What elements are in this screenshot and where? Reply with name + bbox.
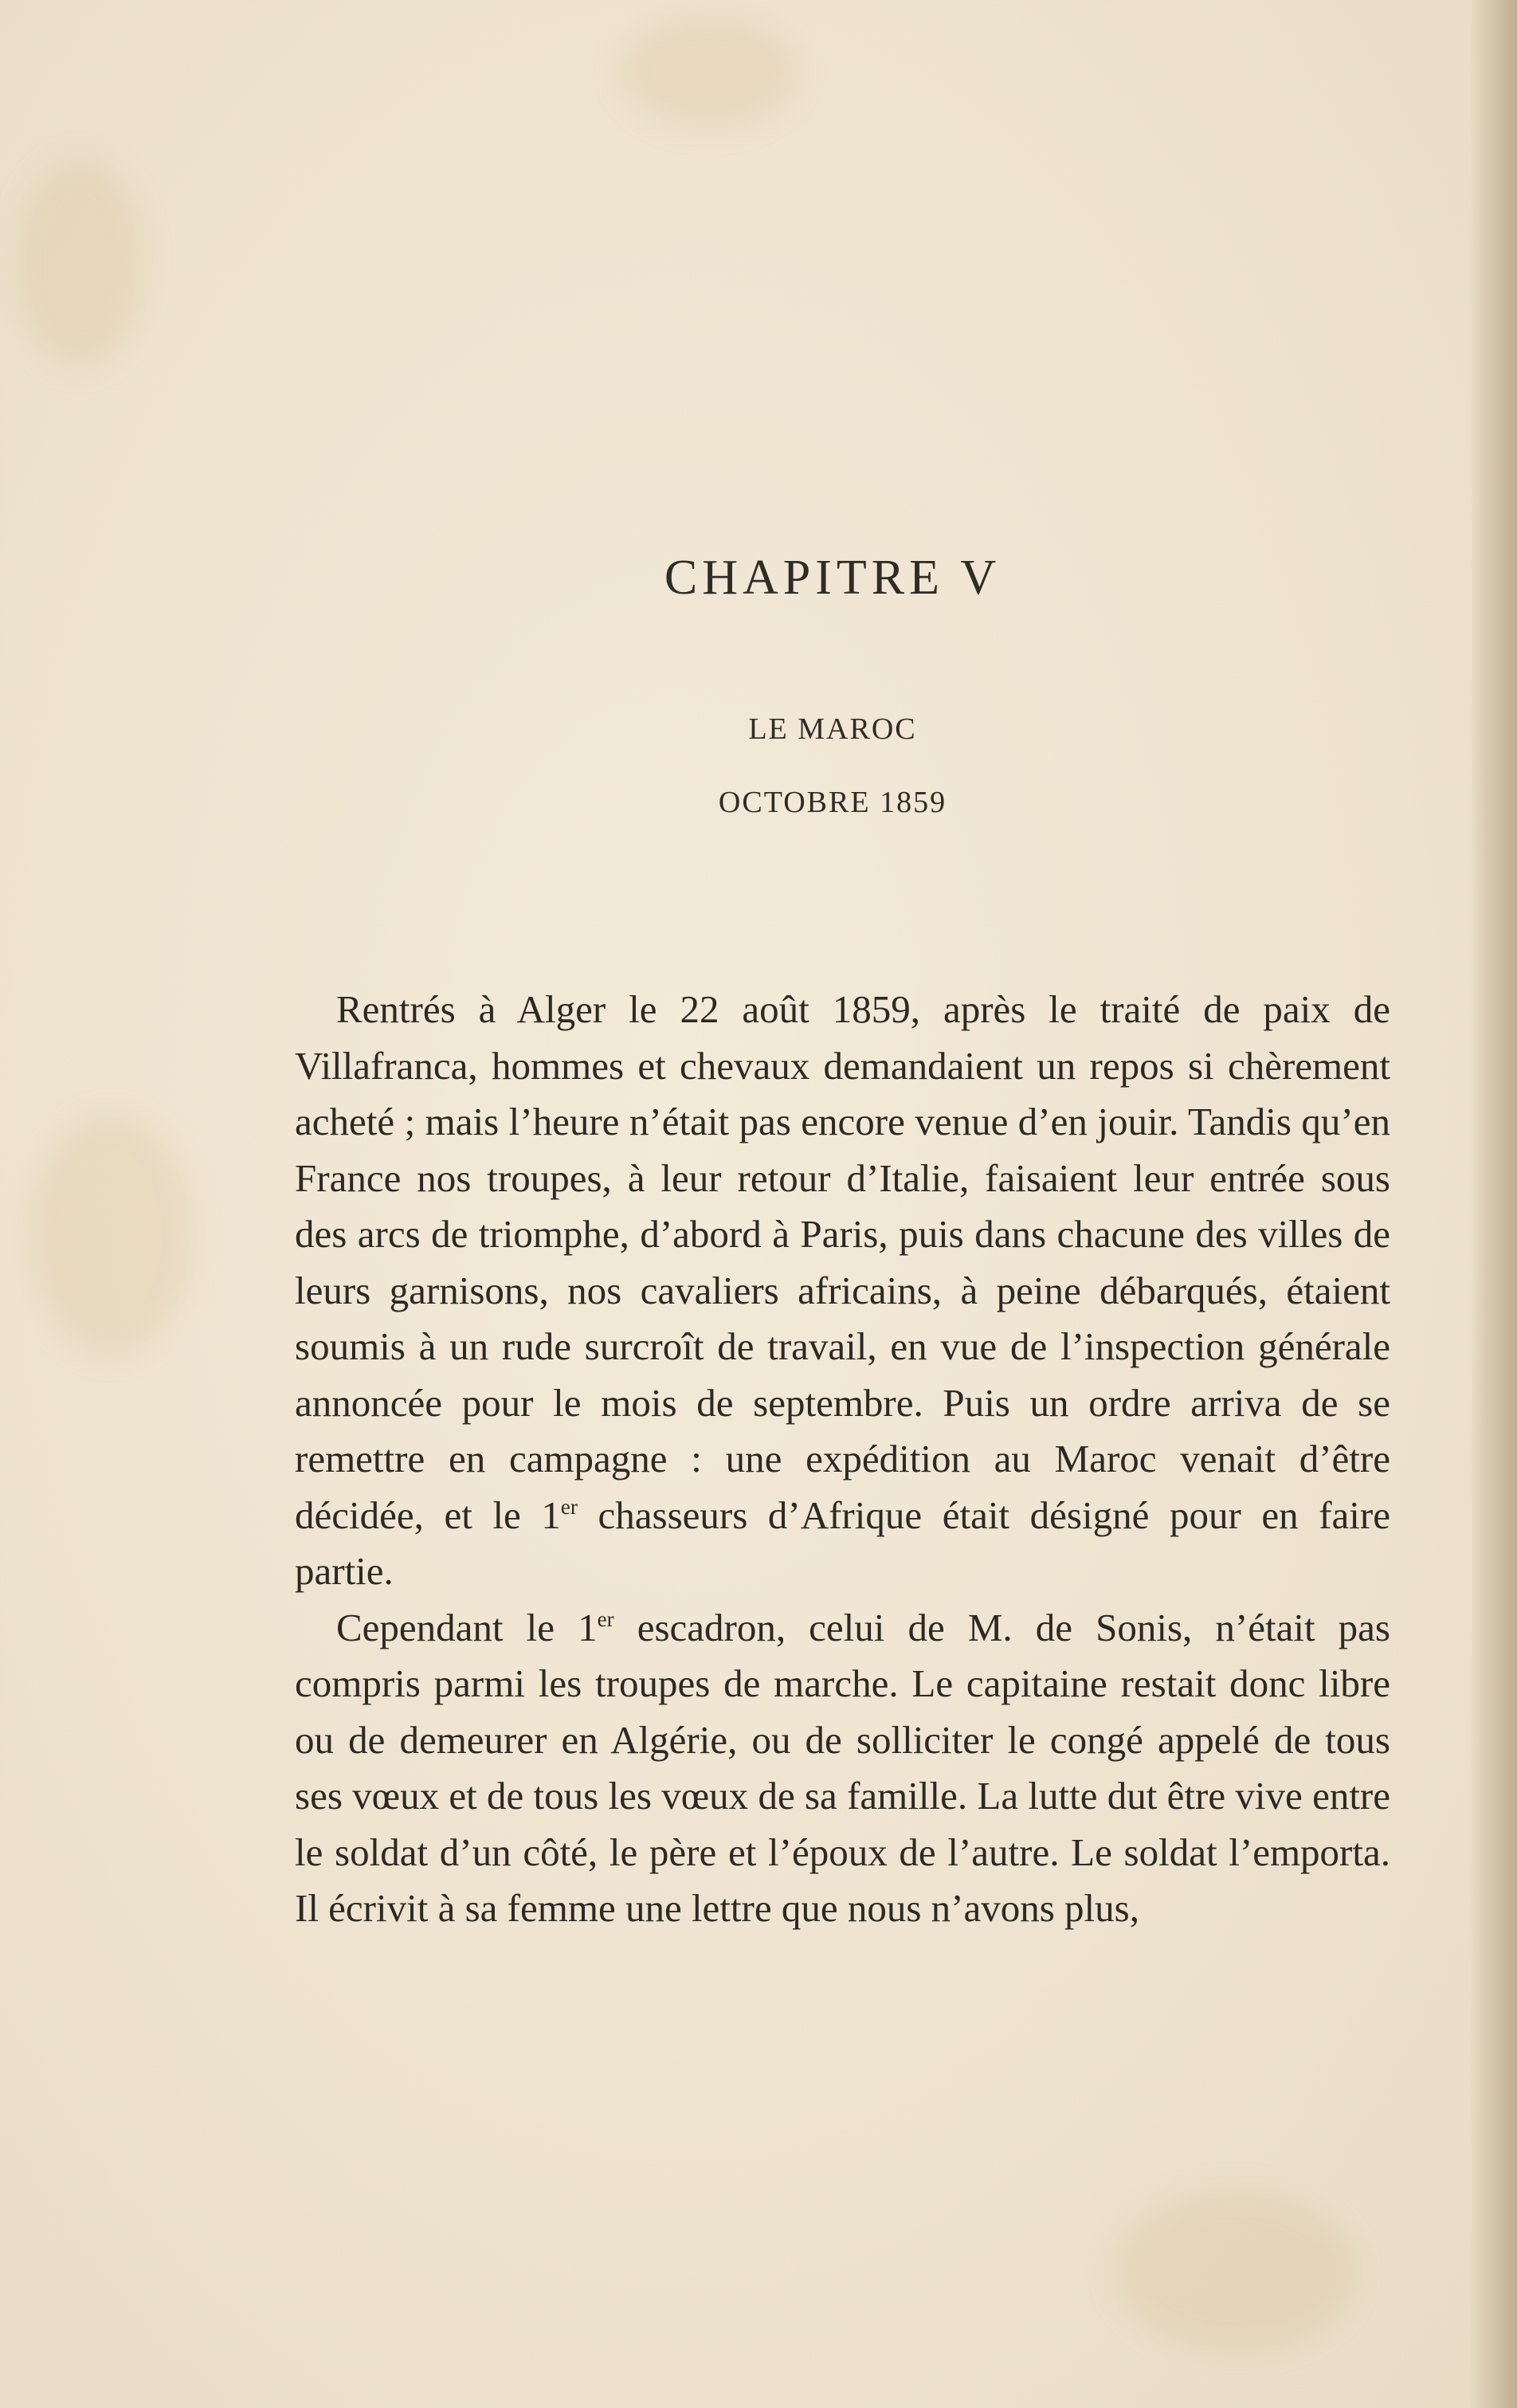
chapter-date: OCTOBRE 1859 [718, 786, 947, 819]
paper-stain [1115, 2191, 1354, 2351]
body-text [295, 982, 1390, 1937]
text-segment: Rentrés à Alger le 22 août 1859, après le traité de paix de Villafranca, hommes et chevaux demandaient un repos si chèrement acheté ; mais l’heure n’était pas encore venue d’en jouir. Tandis qu’en France nos troupes, à leur retour d’Italie, faisaient leur entrée sous des arcs de triomphe, d’abord à Paris, puis dans chacune des villes de leurs garnisons, nos cavaliers africains, à peine débarqués, étaient soumis à un rude surcroît de travail, en vue de l’inspection générale annoncée pour le mois de septembre. Puis un ordre arriva de se remettre en campagne : une expédition au Maroc venait d’être décidée, et le 1 [295, 987, 1390, 1537]
paragraph [295, 1600, 1390, 1937]
chapter-title: CHAPITRE V [664, 551, 1002, 605]
superscript: er [597, 1606, 614, 1631]
superscript: er [560, 1494, 578, 1519]
paper-stain [621, 16, 797, 127]
paper-stain [16, 159, 143, 367]
text-segment: Cependant le 1 [336, 1605, 598, 1649]
text-segment: escadron, celui de M. de Sonis, n’était pas compris parmi les troupes de marche. Le capitaine restait donc libre ou de demeurer en Algérie, ou de solliciter le congé appelé de tous ses vœux et de tous les vœux de sa famille. La lutte dut être vive entre le soldat d’un côté, le père et l’époux de l’autre. Le soldat l’emporta. Il écrivit à sa femme une lettre que nous n’avons plus, [295, 1605, 1390, 1930]
paragraph [295, 982, 1390, 1600]
text-segment: chasseurs d’Afrique était désigné pour en faire partie. [295, 1492, 1390, 1593]
paper-stain [32, 1116, 191, 1355]
chapter-subtitle: LE MAROC [748, 712, 917, 746]
page-edge [1469, 0, 1517, 2408]
